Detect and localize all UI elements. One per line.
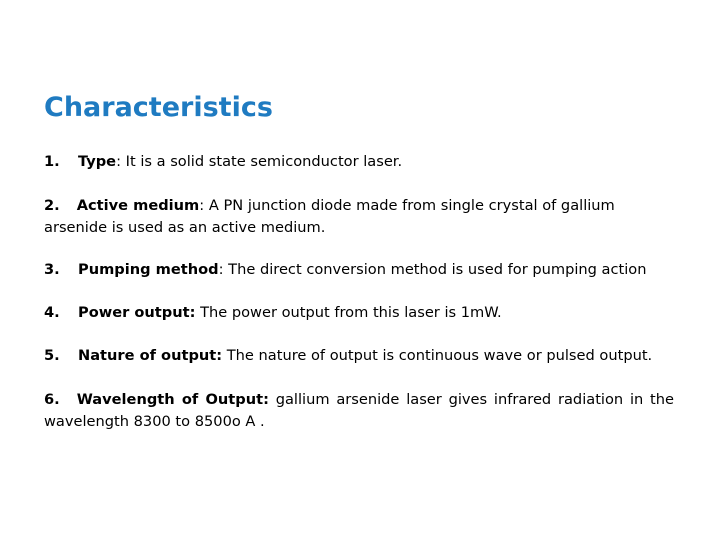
item-label: Pumping method (78, 261, 219, 278)
item-label: Type (78, 153, 117, 170)
item-text: It is a solid state semiconductor laser. (125, 153, 403, 170)
item-number: 3. (44, 261, 60, 278)
list-item-power-output (44, 302, 674, 324)
list-item-wavelength (44, 389, 674, 433)
slide-title: Characteristics (44, 92, 273, 123)
item-label: Wavelength of Output: (76, 391, 269, 408)
item-number: 4. (44, 304, 60, 321)
list-item-type (44, 151, 674, 173)
item-separator: : (199, 197, 209, 214)
item-text: A PN junction diode made from single crystal of gallium arsenide is used as an active medium. (44, 197, 615, 236)
item-label: Nature of output: (78, 347, 223, 364)
item-separator: : (116, 153, 126, 170)
list-item-pumping-method (44, 259, 674, 281)
item-separator (269, 391, 276, 408)
item-number: 6. (44, 391, 60, 408)
item-text: The direct conversion method is used for pumping action (228, 261, 647, 278)
item-number: 2. (44, 197, 60, 214)
item-number: 1. (44, 153, 60, 170)
item-separator: : (218, 261, 229, 278)
item-text: The nature of output is continuous wave or pulsed output. (226, 347, 653, 364)
item-text: The power output from this laser is 1mW. (200, 304, 502, 321)
item-number: 5. (44, 347, 60, 364)
item-label: Power output: (78, 304, 196, 321)
item-label: Active medium (76, 197, 200, 214)
item-text: gallium arsenide laser gives infrared radiation in the wavelength 8300 to 8500o A . (44, 391, 674, 430)
list-item-active-medium (44, 195, 674, 239)
list-item-nature-of-output (44, 345, 674, 367)
